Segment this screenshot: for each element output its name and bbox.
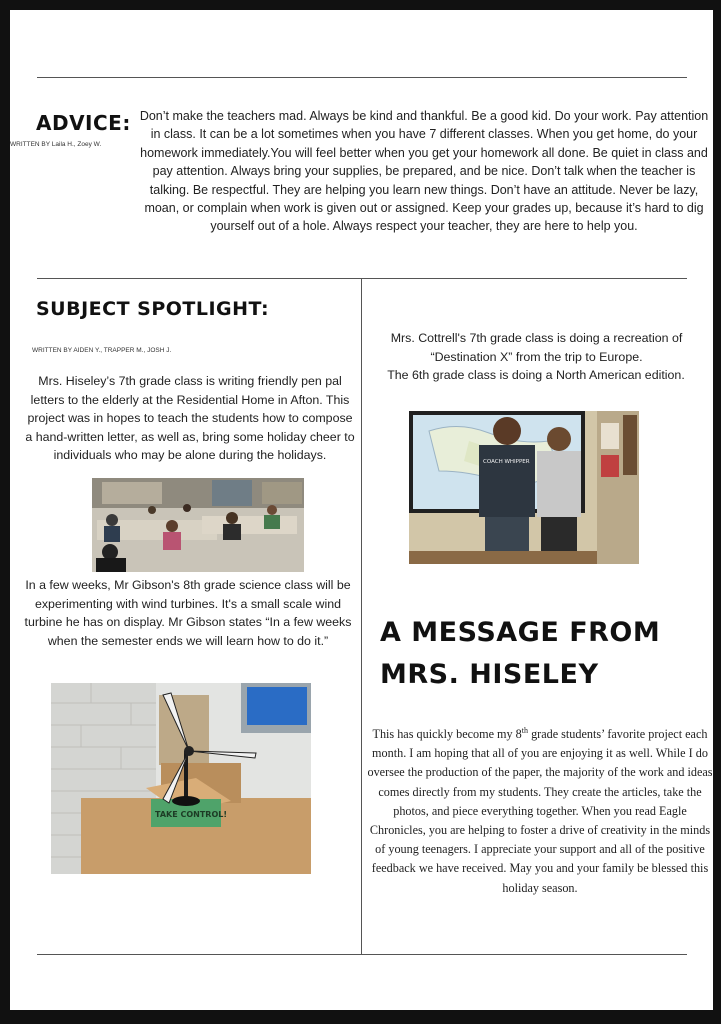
spotlight-paragraph-1: Mrs. Hiseley’s 7th grade class is writing friendly pen pal letters to the elderly at the Residential Home in Afton. This project was in hopes to teach the students how to compose a hand-written letter, as well as, bring some holiday cheer to individuals who may be alone during the holidays. [25, 374, 355, 462]
top-divider [37, 77, 687, 78]
newsletter-page [10, 10, 713, 1010]
message-body-end: grade students’ favorite project each month. I am hoping that all of you are enjoying it as well. While I do oversee the production of the paper, the majority of the work and ideas comes directly from my students. They create the articles, take the photos, and piece everything together. When you read Eagle Chronicles, you are helping to foster a drive of creativity in the minds of young teenagers. I appreciate your support and all of the positive feedback we have received. May you and your family be blessed this holiday season. [367, 727, 713, 895]
advice-byline: WRITTEN BY Laila H., Zoey W. [10, 141, 102, 148]
spotlight-heading: SUBJECT SPOTLIGHT: [36, 298, 270, 320]
bottom-divider [37, 954, 687, 955]
column-divider [361, 278, 362, 955]
cottrell-class-text: Mrs. Cottrell's 7th grade class is doing a recreation of “Destination X” from the trip to Europe. [390, 331, 683, 364]
spotlight-byline: WRITTEN BY AIDEN Y., TRAPPER M., JOSH J. [32, 347, 172, 354]
advice-heading: ADVICE: [36, 111, 131, 135]
turbine-box-label: TAKE CONTROL! [155, 810, 228, 819]
message-body-superscript: th [521, 726, 529, 735]
message-body-start: This has quickly become my 8 [372, 727, 522, 742]
spotlight-paragraph-2: In a few weeks, Mr Gibson's 8th grade science class will be experimenting with wind turbines. It's a small scale wind turbine he has on display. Mr Gibson states “In a few weeks when the semester ends we will learn how to do it.” [24, 578, 352, 648]
message-heading-line-1: A MESSAGE FROM [380, 617, 661, 648]
message-body [365, 721, 715, 898]
shirt-text: COACH WHIPPER [483, 459, 530, 465]
middle-divider [37, 278, 687, 279]
message-heading-line-2: MRS. HISELEY [380, 659, 599, 690]
map-screen-photo [409, 411, 639, 564]
classroom-photo [92, 478, 304, 572]
wind-turbine-photo [51, 683, 311, 874]
sixth-grade-text: The 6th grade class is doing a North American edition. [387, 368, 685, 382]
advice-body: Don’t make the teachers mad. Always be kind and thankful. Be a good kid. Do your work. Pay attention in class. It can be a lot sometimes when you have 7 different classes. When you get home, do your homework immediately.You will feel better when you get your homework all done. Be quiet in class and pay attention. Always bring your supplies, be prepared, and be nice. Don’t talk when the teacher is talking. Be respectful. They are helping you learn new things. Don’t have an attitude. Never be lazy, moan, or complain when work is given out or assigned. Keep your grades up, because it’s hard to dig yourself out of a hole. Always respect your teacher, they are here to help you. [139, 109, 709, 234]
